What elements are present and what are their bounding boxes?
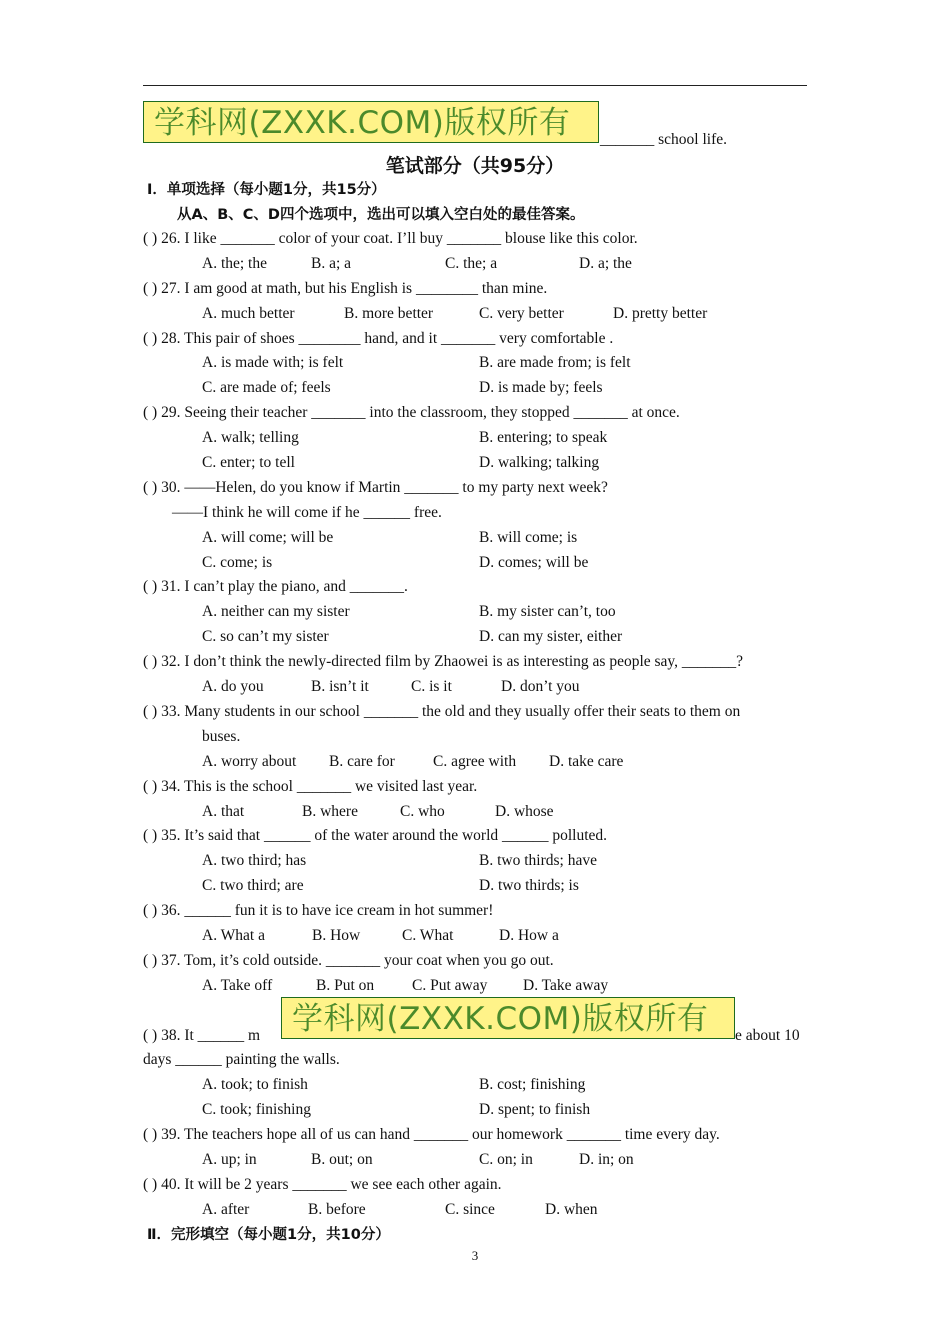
page-number: 3 xyxy=(471,1248,479,1263)
question-30-reply: ——I think he will come if he ______ free. xyxy=(172,504,442,521)
q32-option-a: A. do you xyxy=(202,678,264,695)
q26-option-a: A. the; the xyxy=(202,255,267,272)
q29-option-c: C. enter; to tell xyxy=(202,454,295,471)
q27-option-c: C. very better xyxy=(479,305,564,322)
watermark-banner: 学科网(ZXXK.COM)版权所有 xyxy=(281,997,735,1039)
q28-option-a: A. is made with; is felt xyxy=(202,354,344,371)
q39-option-c: C. on; in xyxy=(479,1151,533,1168)
q36-option-c: C. What xyxy=(402,927,454,944)
header-rule xyxy=(143,85,807,86)
top-fragment: _______ school life. xyxy=(600,131,727,148)
q37-option-d: D. Take away xyxy=(523,977,609,994)
q38-option-b: B. cost; finishing xyxy=(479,1076,586,1093)
question-35: ( ) 35. It’s said that ______ of the water around the world ______ polluted. xyxy=(143,827,608,844)
q30-option-d: D. comes; will be xyxy=(479,554,589,571)
q37-option-a: A. Take off xyxy=(202,977,273,994)
question-36: ( ) 36. ______ fun it is to have ice cream in hot summer! xyxy=(143,902,494,919)
q29-option-d: D. walking; talking xyxy=(479,454,600,471)
question-27: ( ) 27. I am good at math, but his English is ________ than mine. xyxy=(143,280,548,297)
q28-option-c: C. are made of; feels xyxy=(202,379,331,396)
q40-option-d: D. when xyxy=(545,1201,598,1218)
q35-option-b: B. two thirds; have xyxy=(479,852,597,869)
q34-option-b: B. where xyxy=(302,803,358,820)
q35-option-a: A. two third; has xyxy=(202,852,307,869)
q39-option-d: D. in; on xyxy=(579,1151,634,1168)
q39-option-a: A. up; in xyxy=(202,1151,257,1168)
q32-option-b: B. isn’t it xyxy=(311,678,369,695)
q33-option-b: B. care for xyxy=(329,753,395,770)
watermark-banner: 学科网(ZXXK.COM)版权所有 xyxy=(143,101,599,143)
question-31: ( ) 31. I can’t play the piano, and _______. xyxy=(143,578,408,595)
q28-option-b: B. are made from; is felt xyxy=(479,354,631,371)
q37-option-b: B. Put on xyxy=(316,977,375,994)
q34-option-c: C. who xyxy=(400,803,445,820)
q31-option-a: A. neither can my sister xyxy=(202,603,350,620)
q32-option-d: D. don’t you xyxy=(501,678,580,695)
q38-option-c: C. took; finishing xyxy=(202,1101,311,1118)
q31-option-d: D. can my sister, either xyxy=(479,628,623,645)
q36-option-d: D. How a xyxy=(499,927,559,944)
q28-option-d: D. is made by; feels xyxy=(479,379,603,396)
q29-option-b: B. entering; to speak xyxy=(479,429,608,446)
q40-option-a: A. after xyxy=(202,1201,250,1218)
q34-option-d: D. whose xyxy=(495,803,554,820)
q34-option-a: A. that xyxy=(202,803,245,820)
q26-option-b: B. a; a xyxy=(311,255,352,272)
q35-option-c: C. two third; are xyxy=(202,877,304,894)
question-33: ( ) 33. Many students in our school _______ the old and they usually offer their seats to them on xyxy=(143,703,741,720)
section2-heading: Ⅱ．完形填空（每小题1分，共10分） xyxy=(147,1227,390,1243)
q36-option-b: B. How xyxy=(312,927,361,944)
question-37: ( ) 37. Tom, it’s cold outside. _______ your coat when you go out. xyxy=(143,952,554,969)
q26-option-c: C. the; a xyxy=(445,255,498,272)
section1-instruction: 从A、B、C、D四个选项中，选出可以填入空白处的最佳答案。 xyxy=(177,207,585,223)
q29-option-a: A. walk; telling xyxy=(202,429,299,446)
question-26: ( ) 26. I like _______ color of your coat. I’ll buy _______ blouse like this color. xyxy=(143,230,638,247)
q30-option-a: A. will come; will be xyxy=(202,529,334,546)
q36-option-a: A. What a xyxy=(202,927,265,944)
page-title: 笔试部分（共95分） xyxy=(385,155,565,177)
q31-option-c: C. so can’t my sister xyxy=(202,628,329,645)
q38-option-a: A. took; to finish xyxy=(202,1076,308,1093)
question-30: ( ) 30. ——Helen, do you know if Martin _______ to my party next week? xyxy=(143,479,608,496)
question-29: ( ) 29. Seeing their teacher _______ into the classroom, they stopped _______ at once. xyxy=(143,404,680,421)
q30-option-c: C. come; is xyxy=(202,554,273,571)
q40-option-b: B. before xyxy=(308,1201,366,1218)
q33-option-d: D. take care xyxy=(549,753,624,770)
q31-option-b: B. my sister can’t, too xyxy=(479,603,616,620)
q30-option-b: B. will come; is xyxy=(479,529,578,546)
q27-option-b: B. more better xyxy=(344,305,434,322)
q35-option-d: D. two thirds; is xyxy=(479,877,579,894)
q38-option-d: D. spent; to finish xyxy=(479,1101,591,1118)
q37-option-c: C. Put away xyxy=(412,977,488,994)
section1-heading: Ⅰ．单项选择（每小题1分，共15分） xyxy=(147,182,386,198)
question-33-cont: buses. xyxy=(202,728,241,745)
q33-option-c: C. agree with xyxy=(433,753,517,770)
q32-option-c: C. is it xyxy=(411,678,452,695)
q39-option-b: B. out; on xyxy=(311,1151,373,1168)
question-32: ( ) 32. I don’t think the newly-directed film by Zhaowei is as interesting as people say, _______? xyxy=(143,653,744,670)
question-39: ( ) 39. The teachers hope all of us can hand _______ our homework _______ time every day. xyxy=(143,1126,720,1143)
question-28: ( ) 28. This pair of shoes ________ hand, and it _______ very comfortable . xyxy=(143,330,614,347)
q27-option-d: D. pretty better xyxy=(613,305,708,322)
q40-option-c: C. since xyxy=(445,1201,495,1218)
question-38-right: e about 10 xyxy=(735,1027,800,1044)
question-34: ( ) 34. This is the school _______ we visited last year. xyxy=(143,778,478,795)
question-40: ( ) 40. It will be 2 years _______ we see each other again. xyxy=(143,1176,502,1193)
question-38-cont: days ______ painting the walls. xyxy=(143,1051,340,1068)
q33-option-a: A. worry about xyxy=(202,753,297,770)
question-38-left: ( ) 38. It ______ m xyxy=(143,1027,261,1044)
q27-option-a: A. much better xyxy=(202,305,295,322)
q26-option-d: D. a; the xyxy=(579,255,632,272)
